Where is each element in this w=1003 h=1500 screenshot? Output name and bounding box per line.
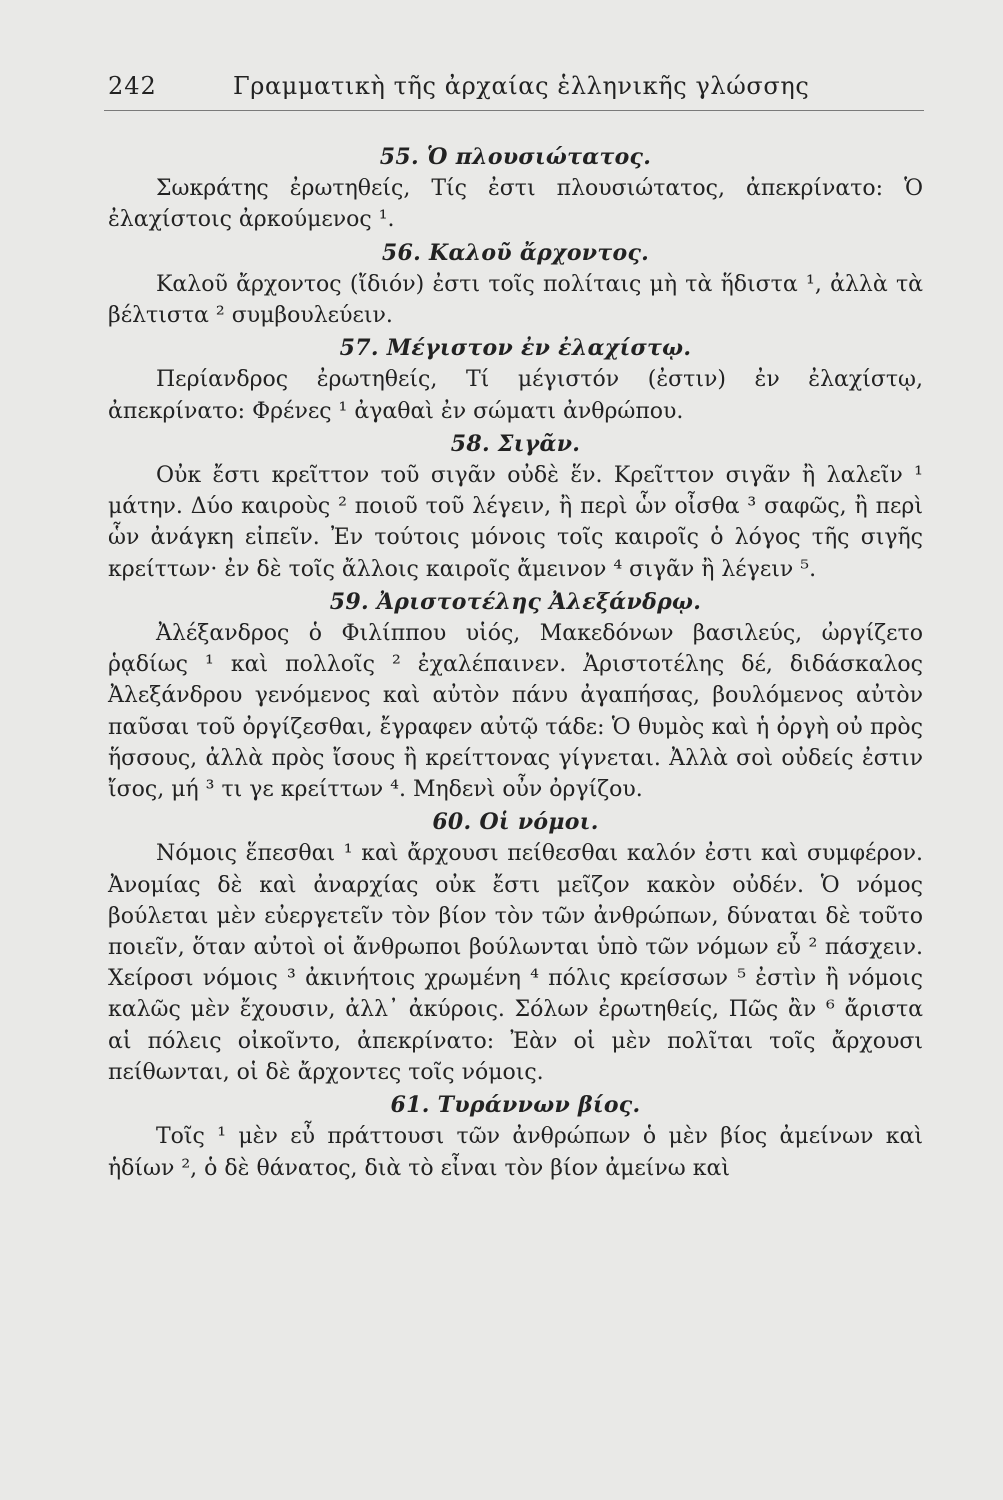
section-title: 60. Οἱ νόμοι. (432, 809, 599, 836)
section-paragraph: Περίανδρος ἐρωτηθείς, Τί μέγιστόν (ἐστιν) ἐν ἐλαχίστῳ, ἀπεκρίνατο: Φρένες ¹ ἀγαθαὶ ἐν σώματι ἀνθρώπου. (108, 367, 923, 424)
section-paragraph: Οὐκ ἔστι κρεῖττον τοῦ σιγᾶν οὐδὲ ἕν. Κρεῖττον σιγᾶν ἢ λαλεῖν ¹ μάτην. Δύο καιροὺς ² ποιοῦ τοῦ λέγειν, ἢ περὶ ὧν οἶσθα ³ σαφῶς, ἢ περὶ ὧν ἀνάγκη εἰπεῖν. Ἐν τούτοις μόνοις τοῖς καιροῖς ὁ λόγος τῆς σιγῆς κρείττων· ἐν δὲ τοῖς ἄλλοις καιροῖς ἄμεινον ⁴ σιγᾶν ἢ λέγειν ⁵. (108, 463, 923, 582)
section-58 (108, 429, 923, 585)
section-title: 61. Τυράννων βίος. (390, 1092, 641, 1119)
section-title: 58. Σιγᾶν. (450, 430, 581, 457)
section-title: 56. Καλοῦ ἄρχοντος. (381, 239, 650, 266)
page-body (108, 140, 923, 1184)
page-number: 242 (108, 72, 157, 100)
section-title: 55. Ὁ πλουσιώτατος. (379, 144, 652, 170)
running-title: Γραμματικὴ τῆς ἀρχαίας ἑλληνικῆς γλώσσης (233, 72, 810, 100)
section-paragraph: Σωκράτης ἐρωτηθείς, Τίς ἐστι πλουσιώτατος, ἀπεκρίνατο: Ὁ ἐλαχίστοις ἀρκούμενος ¹. (108, 176, 923, 233)
section-title: 59. Ἀριστοτέλης Ἀλεξάνδρῳ. (329, 588, 702, 615)
section-57 (108, 333, 923, 427)
section-paragraph: Ἀλέξανδρος ὁ Φιλίππου υἱός, Μακεδόνων βασιλεύς, ὠργίζετο ῥᾳδίως ¹ καὶ πολλοῖς ² ἐχαλέπαινεν. Ἀριστοτέλης δέ, διδάσκαλος Ἀλεξάνδρου γενόμενος καὶ αὐτὸν πάνυ ἀγαπήσας, βουλόμενος αὐτὸν παῦσαι τοῦ ὀργίζεσθαι, ἔγραφεν αὐτῷ τάδε: Ὁ θυμὸς καὶ ἡ ὀργὴ οὐ πρὸς ἥσσους, ἀλλὰ πρὸς ἴσους ἢ κρείττονας γίγνεται. Ἀλλὰ σοὶ οὐδείς ἐστιν ἴσος, μή ³ τι γε κρείττων ⁴. Μηδενὶ οὖν ὀργίζου. (108, 621, 923, 803)
section-56 (108, 238, 923, 332)
section-60 (108, 807, 923, 1088)
section-title: 57. Μέγιστον ἐν ἐλαχίστῳ. (339, 335, 692, 362)
header-rule (104, 110, 924, 111)
section-paragraph: Νόμοις ἕπεσθαι ¹ καὶ ἄρχουσι πείθεσθαι καλόν ἐστι καὶ συμφέρον. Ἀνομίας δὲ καὶ ἀναρχίας οὐκ ἔστι μεῖζον κακὸν οὐδέν. Ὁ νόμος βούλεται μὲν εὐεργετεῖν τὸν βίον τὸν τῶν ἀνθρώπων, δύναται δὲ τοῦτο ποιεῖν, ὅταν αὐτοὶ οἱ ἄνθρωποι βούλωνται ὑπὸ τῶν νόμων εὖ ² πάσχειν. Χείροσι νόμοις ³ ἀκινήτοις χρωμένη ⁴ πόλις κρείσσων ⁵ ἐστὶν ἢ νόμοις καλῶς μὲν ἔχουσιν, ἀλλ᾽ ἀκύροις. Σόλων ἐρωτηθείς, Πῶς ἂν ⁶ ἄριστα αἱ πόλεις οἰκοῖντο, ἀπεκρίνατο: Ἐὰν οἱ μὲν πολῖται τοῖς ἄρχουσι πείθωνται, οἱ δὲ ἄρχοντες τοῖς νόμοις. (108, 841, 923, 1085)
section-55 (108, 142, 923, 236)
section-59 (108, 587, 923, 805)
section-paragraph: Τοῖς ¹ μὲν εὖ πράττουσι τῶν ἀνθρώπων ὁ μὲν βίος ἀμείνων καὶ ἡδίων ², ὁ δὲ θάνατος, διὰ τὸ εἶναι τὸν βίον ἀμείνω καὶ (108, 1124, 923, 1181)
page-header (108, 72, 923, 108)
section-61 (108, 1090, 923, 1184)
section-paragraph: Καλοῦ ἄρχοντος (ἴδιόν) ἐστι τοῖς πολίταις μὴ τὰ ἥδιστα ¹, ἀλλὰ τὰ βέλτιστα ² συμβουλεύειν. (108, 271, 923, 329)
